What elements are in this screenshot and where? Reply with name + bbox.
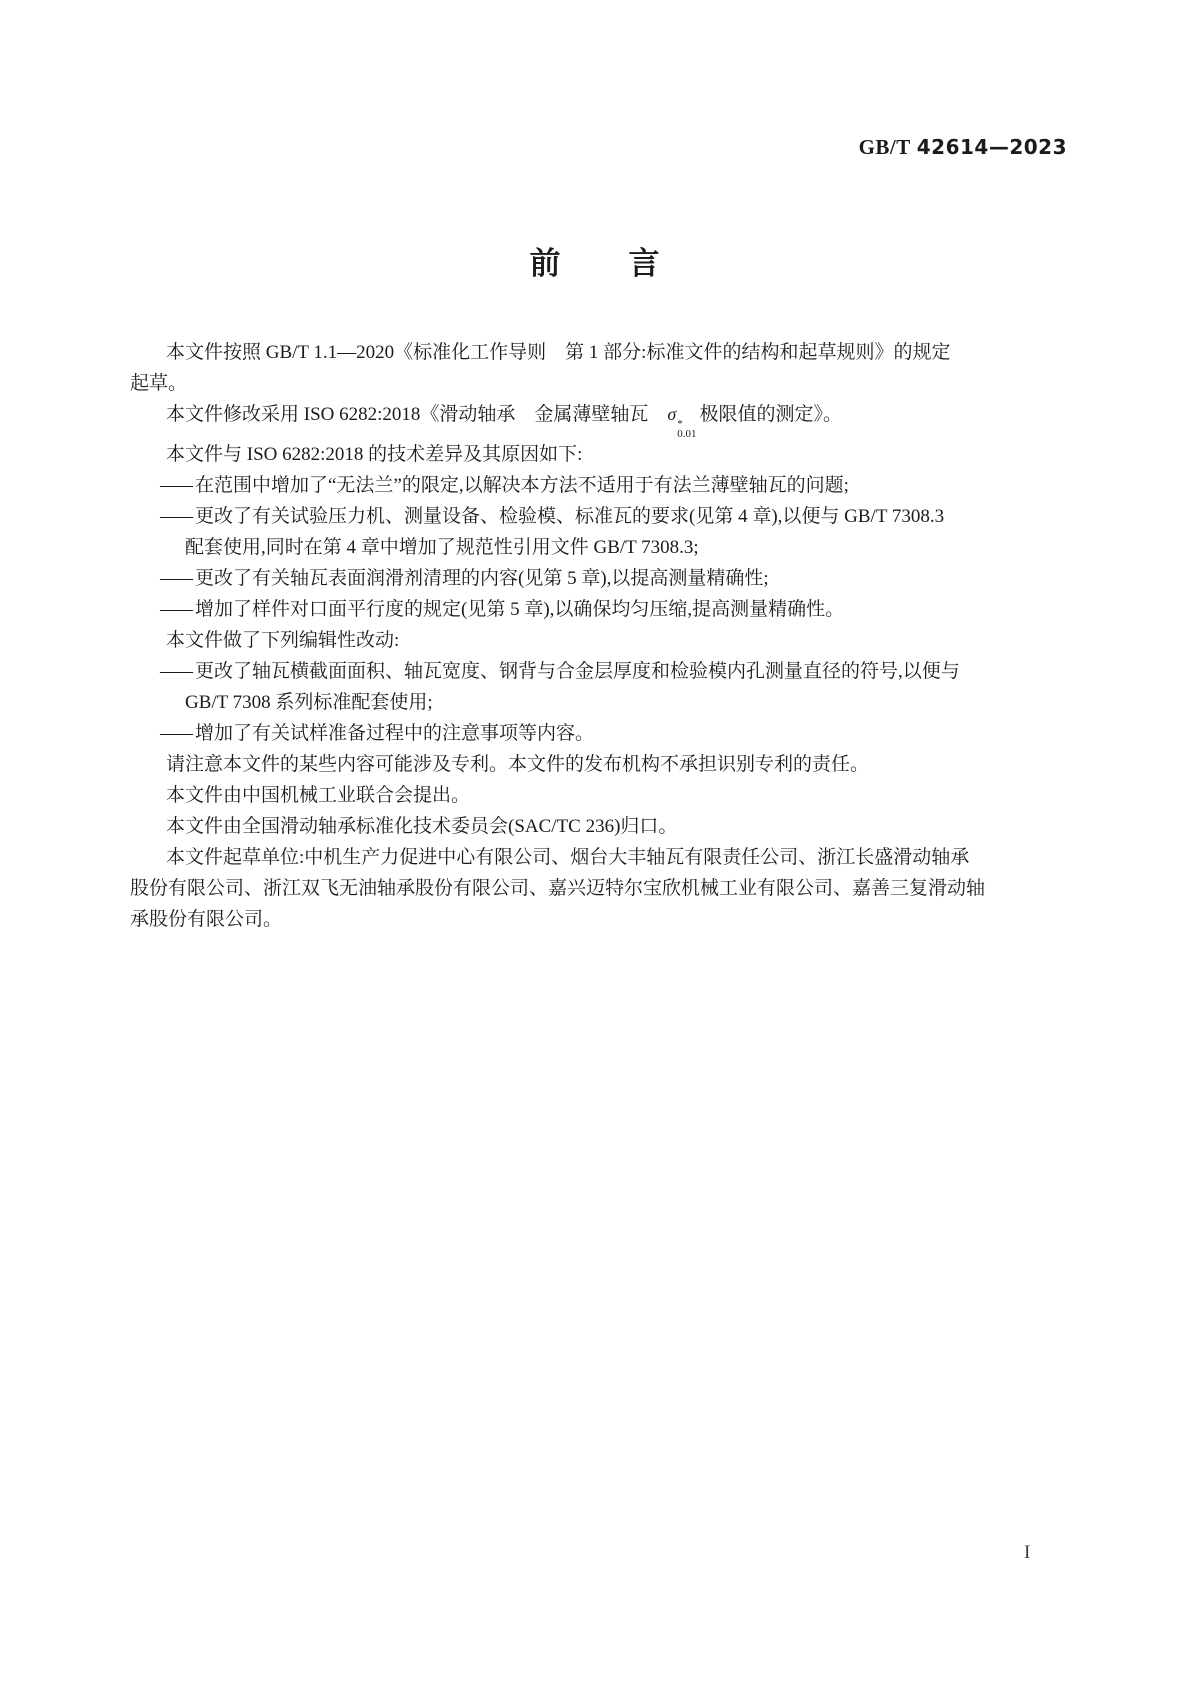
standard-prefix: GB/T xyxy=(858,135,911,159)
foreword-line: 本文件由全国滑动轴承标准化技术委员会(SAC/TC 236)归口。 xyxy=(166,816,678,837)
foreword-line: 本文件做了下列编辑性改动: xyxy=(166,630,400,651)
standard-code: 42614—2023 xyxy=(916,135,1067,159)
page-number: I xyxy=(1024,1542,1031,1563)
foreword-line: 股份有限公司、浙江双飞无油轴承股份有限公司、嘉兴迈特尔宝欣机械工业有限公司、嘉善三复滑动轴 xyxy=(130,878,986,899)
foreword-line: 请注意本文件的某些内容可能涉及专利。本文件的发布机构不承担识别专利的责任。 xyxy=(166,754,870,775)
foreword-line: 本文件按照 GB/T 1.1—2020《标准化工作导则 第 1 部分:标准文件的结构和起草规则》的规定 xyxy=(166,342,951,363)
sigma-limit-symbol: σ * 0.01 xyxy=(667,404,697,440)
foreword-line: —— 增加了有关试样准备过程中的注意事项等内容。 xyxy=(160,723,595,744)
foreword-line: —— 更改了有关试验压力机、测量设备、检验模、标准瓦的要求(见第 4 章),以便与 GB/T 7308.3 xyxy=(160,506,945,527)
list-dash-marker: —— xyxy=(160,568,188,589)
foreword-line: 起草。 xyxy=(130,373,188,394)
foreword-line: 本文件修改采用 ISO 6282:2018《滑动轴承 金属薄壁轴瓦 σ * 0.01 极限值的测定》。 xyxy=(166,404,843,440)
foreword-line: —— 增加了样件对口面平行度的规定(见第 5 章),以确保均匀压缩,提高测量精确性。 xyxy=(160,599,845,620)
list-dash-marker: —— xyxy=(160,475,188,496)
list-dash-marker: —— xyxy=(160,661,188,682)
foreword-line: 本文件起草单位:中机生产力促进中心有限公司、烟台大丰轴瓦有限责任公司、浙江长盛滑动轴承 xyxy=(166,847,970,868)
list-dash-marker: —— xyxy=(160,723,188,744)
standard-number-header xyxy=(859,135,1067,160)
foreword-line: —— 更改了轴瓦横截面面积、轴瓦宽度、钢背与合金层厚度和检验模内孔测量直径的符号,以便与 xyxy=(160,661,960,682)
foreword-line: 本文件由中国机械工业联合会提出。 xyxy=(166,785,471,806)
foreword-line: GB/T 7308 系列标准配套使用; xyxy=(185,692,433,713)
foreword-line: 配套使用,同时在第 4 章中增加了规范性引用文件 GB/T 7308.3; xyxy=(185,537,699,558)
list-dash-marker: —— xyxy=(160,506,188,527)
foreword-line: —— 在范围中增加了“无法兰”的限定,以解决本方法不适用于有法兰薄壁轴瓦的问题; xyxy=(160,475,849,496)
foreword-line: —— 更改了有关轴瓦表面润滑剂清理的内容(见第 5 章),以提高测量精确性; xyxy=(160,568,769,589)
foreword-line: 承股份有限公司。 xyxy=(130,909,283,930)
foreword-line: 本文件与 ISO 6282:2018 的技术差异及其原因如下: xyxy=(166,444,583,465)
list-dash-marker: —— xyxy=(160,599,188,620)
foreword-text xyxy=(130,337,1062,935)
page-title: 前 言 xyxy=(529,246,662,282)
